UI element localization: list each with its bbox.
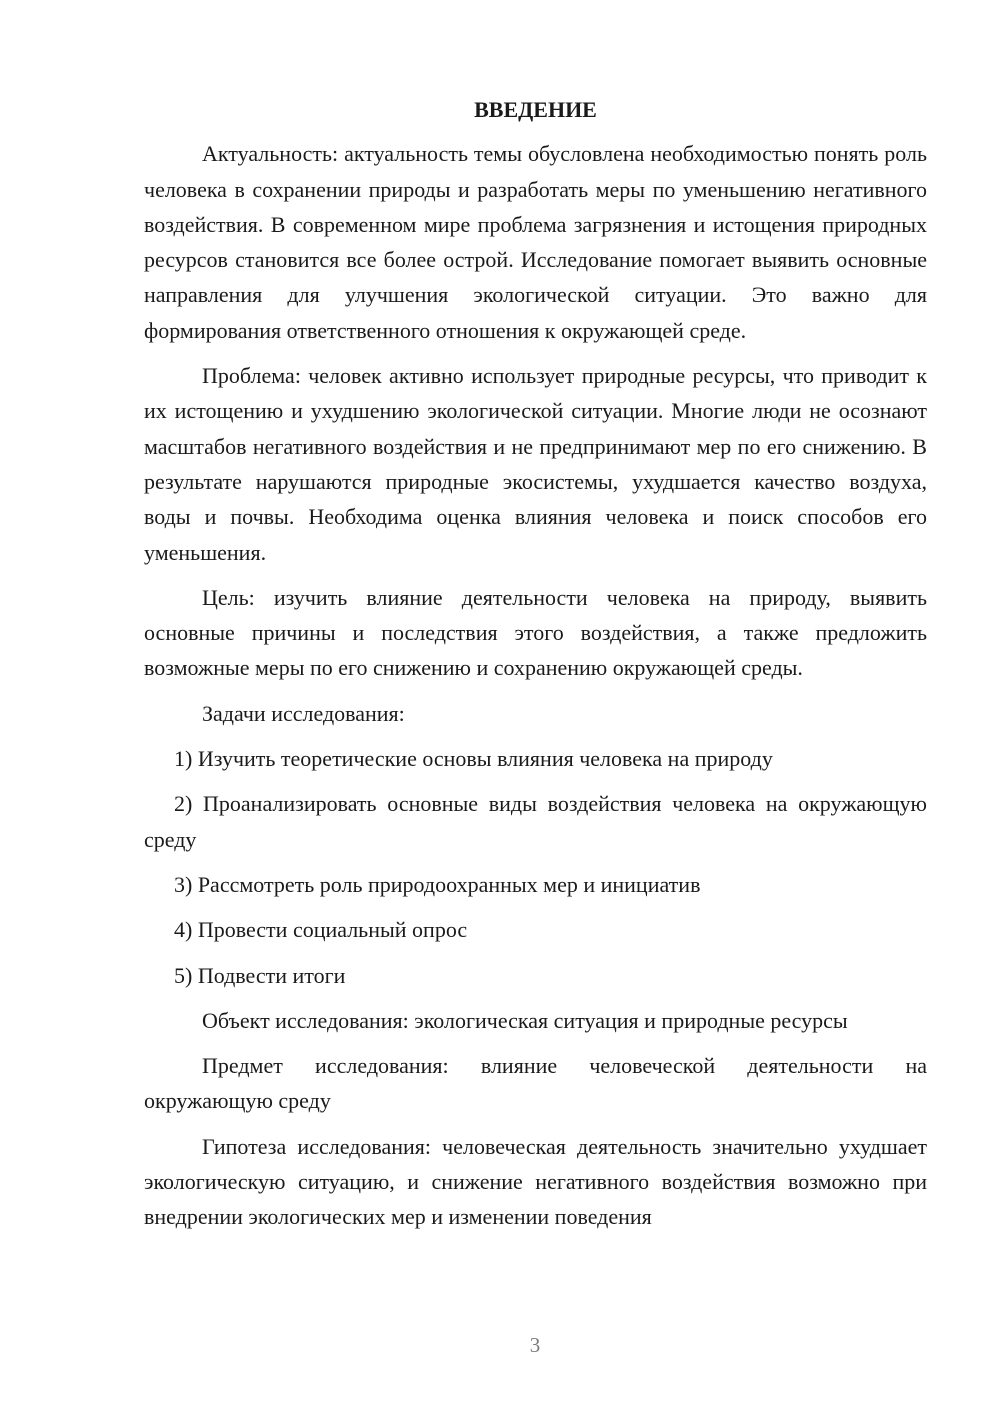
task-item-5: 5) Подвести итоги <box>174 962 346 988</box>
task-item-1: 1) Изучить теоретические основы влияния человека на природу <box>174 746 773 772</box>
task-item-3: 3) Рассмотреть роль природоохранных мер и инициатив <box>174 871 701 897</box>
object-paragraph: Объект исследования: экологическая ситуация и природные ресурсы <box>202 1007 848 1033</box>
task-item-4: 4) Провести социальный опрос <box>174 917 468 943</box>
hypothesis-paragraph: Гипотеза исследования: человеческая деятельность значительно ухудшает экологическую ситуацию, и снижение негативного воздействия возможно при внедрении экологических мер и изменении поведения <box>144 1133 927 1230</box>
tasks-title: Задачи исследования: <box>202 700 405 726</box>
subject-paragraph: Предмет исследования: влияние человеческой деятельности на окружающую среду <box>144 1053 927 1114</box>
section-heading: ВВЕДЕНИЕ <box>474 97 597 122</box>
document-page <box>144 92 927 1245</box>
relevance-paragraph: Актуальность: актуальность темы обусловлена необходимостью понять роль человека в сохранении природы и разработать меры по уменьшению негативного воздействия. В современном мире проблема загрязнения и истощения природных ресурсов становится все более острой. Исследование помогает выявить основные направления для улучшения экологической ситуации. Это важно для формирования ответственного отношения к окружающей среде. <box>144 141 927 343</box>
goal-paragraph: Цель: изучить влияние деятельности человека на природу, выявить основные причины и последствия этого воздействия, а также предложить возможные меры по его снижению и сохранению окружающей среды. <box>144 584 927 681</box>
problem-paragraph: Проблема: человек активно использует природные ресурсы, что приводит к их истощению и ухудшению экологической ситуации. Многие люди не осознают масштабов негативного воздействия и не предпринимают мер по его снижению. В результате нарушаются природные экосистемы, ухудшается качество воздуха, воды и почвы. Необходима оценка влияния человека и поиск способов его уменьшения. <box>144 363 927 565</box>
page-number: 3 <box>529 1333 541 1357</box>
task-item-2: 2) Проанализировать основные виды воздействия человека на окружающую среду <box>144 791 927 852</box>
